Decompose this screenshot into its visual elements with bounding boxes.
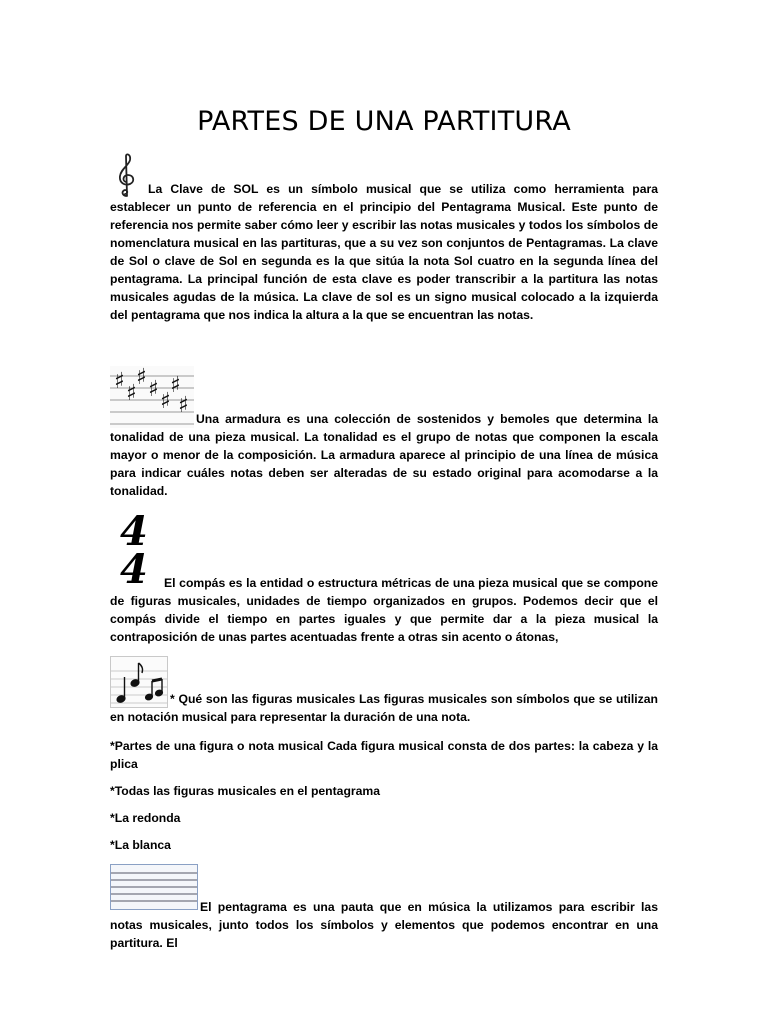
blanca-paragraph: *La blanca xyxy=(110,838,171,852)
time-signature-paragraph xyxy=(110,508,658,646)
key-signature-text: Una armadura es una colección de sostenidos y bemoles que determina la tonalidad de una pieza musical. La tonalidad es el grupo de notas que componen la escala mayor o menor de la composición. La armadura aparece al principio de una línea de música para indicar cuáles notas deben ser alteradas de su estado original para acomodarse a la tonalidad. xyxy=(110,412,658,498)
svg-text:♯: ♯ xyxy=(136,366,147,390)
redonda-paragraph: *La redonda xyxy=(110,811,181,825)
musical-figures-text: * Qué son las figuras musicales Las figuras musicales son símbolos que se utilizan en notación musical para representar la duración de una nota. xyxy=(110,692,658,724)
svg-text:♯: ♯ xyxy=(126,381,137,406)
treble-clef-paragraph xyxy=(110,152,658,324)
page-title: PARTES DE UNA PARTITURA xyxy=(197,106,571,138)
svg-text:♯: ♯ xyxy=(170,373,181,398)
staff-paragraph xyxy=(110,864,658,952)
key-signature-paragraph xyxy=(110,366,658,500)
time-signature-text: El compás es la entidad o estructura métricas de una pieza musical que se compone de figuras musicales, unidades de tiempo organizados en grupos. Podemos decir que el compás divide el tiempo en partes iguales y que permite dar a la pieza musical la contraposición de unas partes acentuadas frente a otras sin acento o átonas, xyxy=(110,576,658,644)
treble-clef-text: La Clave de SOL es un símbolo musical que se utiliza como herramienta para establecer un punto de referencia en el principio del Pentagrama Musical. Este punto de referencia nos permite saber cómo leer y escribir las notas musicales y todos los símbolos de nomenclatura musical en las partituras, que a su vez son conjuntos de Pentagramas. La clave de Sol o clave de Sol en segunda es la que sitúa la nota Sol cuatro en la segunda línea del pentagrama. La principal función de esta clave es poder transcribir a la partitura las notas musicales agudas de la música. La clave de sol es un signo musical colocado a la izquierda del pentagrama que nos indica la altura a la que se encuentran las notas. xyxy=(110,182,658,322)
svg-text:♯: ♯ xyxy=(148,377,159,402)
staff-text: El pentagrama es una pauta que en música la utilizamos para escribir las notas musicales, junto todos los símbolos y elementos que podemos encontrar en una partitura. El xyxy=(110,900,658,950)
svg-text:♯: ♯ xyxy=(160,389,171,414)
svg-text:♯: ♯ xyxy=(178,393,189,418)
figure-parts-paragraph: *Partes de una figura o nota musical Cada figura musical consta de dos partes: la cabeza y la plica xyxy=(110,739,658,771)
all-figures-paragraph: *Todas las figuras musicales en el pentagrama xyxy=(110,784,381,798)
key-signature-sharps-icon xyxy=(110,366,194,428)
time-signature-icon xyxy=(110,508,162,593)
treble-clef-icon xyxy=(110,152,146,198)
time-signature-top: 4 xyxy=(120,508,148,555)
time-signature-bottom: 4 xyxy=(120,546,148,593)
musical-figures-paragraph xyxy=(110,656,658,726)
staff-icon xyxy=(110,864,198,910)
svg-text:♯: ♯ xyxy=(114,369,125,394)
musical-notes-icon xyxy=(110,656,168,708)
